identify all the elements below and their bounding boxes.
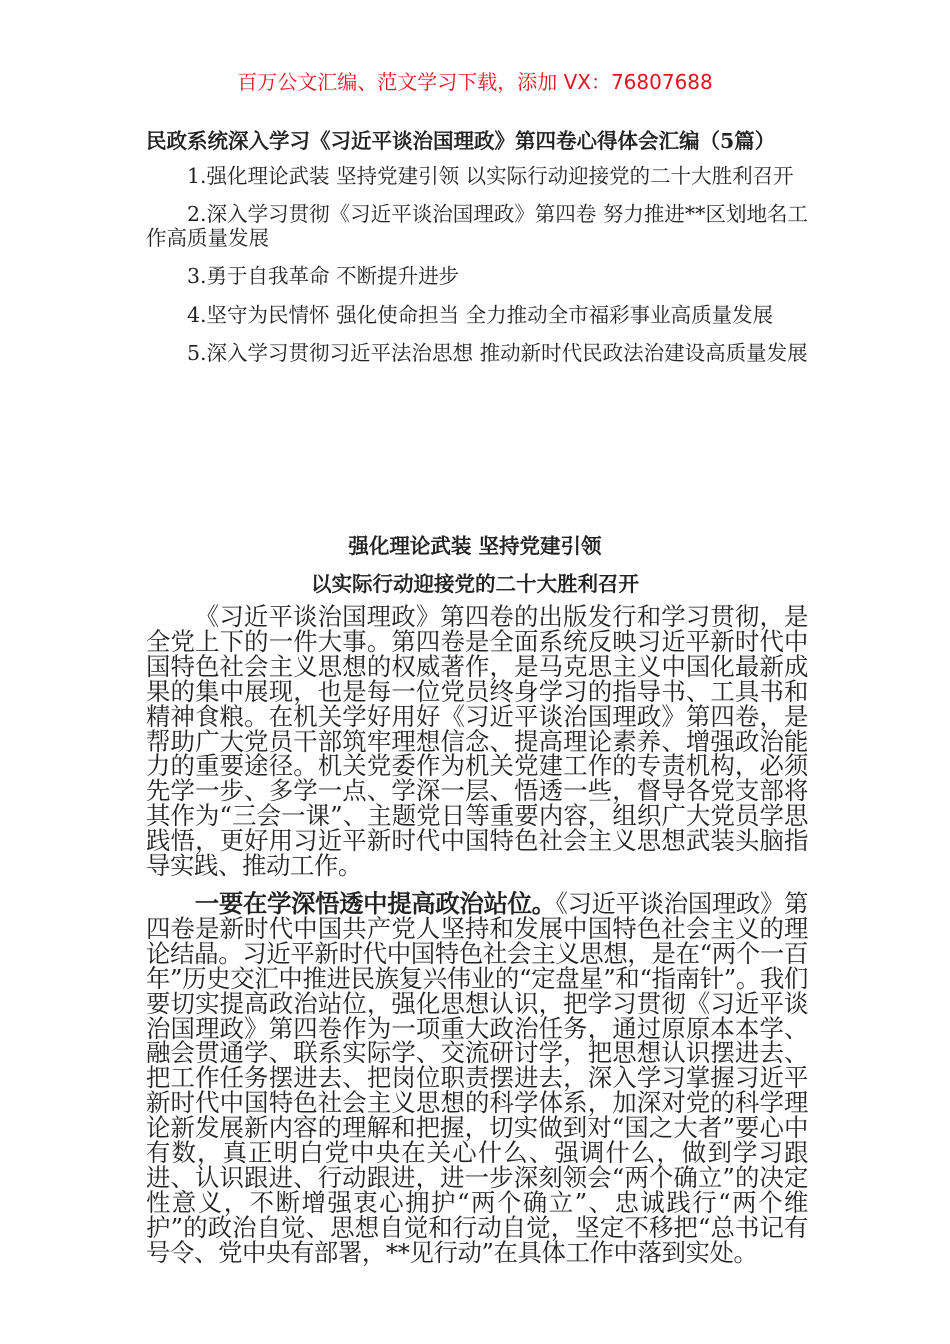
article-subheading: 以实际行动迎接党的二十大胜利召开 — [311, 572, 639, 596]
toc-item: 5.深入学习贯彻习近平法治思想 推动新时代民政法治建设高质量发展 — [187, 341, 808, 365]
article-heading: 强化理论武装 坚持党建引领 — [348, 534, 602, 558]
paragraph-lead: 一要在学深悟透中提高政治站位。 — [194, 888, 556, 918]
toc-item: 2.深入学习贯彻《习近平谈治国理政》第四卷 努力推进**区划地名工作高质量发展 — [146, 202, 808, 250]
document-title: 民政系统深入学习《习近平谈治国理政》第四卷心得体会汇编（5篇） — [146, 129, 776, 153]
promo-banner: 百万公文汇编、范文学习下载，添加 VX：76807688 — [237, 70, 713, 94]
toc-item: 3.勇于自我革命 不断提升进步 — [187, 264, 460, 288]
paragraph — [146, 888, 808, 1267]
paragraph: 《习近平谈治国理政》第四卷的出版发行和学习贯彻，是全党上下的一件大事。第四卷是全面系统反映习近平新时代中国特色社会主义思想的权威著作，是马克思主义中国化最新成果的集中展现，也是每一位党员终身学习的指导书、工具书和精神食粮。在机关学好用好《习近平谈治国理政》第四卷，是帮助广大党员干部筑牢理想信念、提高理论素养、增强政治能力的重要途径。机关党委作为机关党建工作的专责机构，必须先学一步、多学一点、学深一层、悟透一些，督导各党支部将其作为“三会一课”、主题党日等重要内容，组织广大党员学思践悟，更好用习近平新时代中国特色社会主义思想武装头脑指导实践、推动工作。 — [146, 602, 808, 881]
toc-item: 1.强化理论武装 坚持党建引领 以实际行动迎接党的二十大胜利召开 — [187, 164, 794, 188]
paragraph-text: 《习近平谈治国理政》第四卷是新时代中国共产党人坚持和发展中国特色社会主义的理论结晶。习近平新时代中国特色社会主义思想，是在“两个一百年”历史交汇中推进民族复兴伟业的“定盘星”和“指南针”。我们要切实提高政治站位，强化思想认识，把学习贯彻《习近平谈治国理政》第四卷作为一项重大政治任务，通过原原本本学、融会贯通学、联系实际学、交流研讨学，把思想认识摆进去、把工作任务摆进去、把岗位职责摆进去，深入学习掌握习近平新时代中国特色社会主义思想的科学体系，加深对党的科学理论新发展新内容的理解和把握，切实做到对“国之大者”要心中有数，真正明白党中央在关心什么、强调什么，做到学习跟进、认识跟进、行动跟进，进一步深刻领会“两个确立”的决定性意义，不断增强衷心拥护“两个确立”、忠诚践行“两个维护”的政治自觉、思想自觉和行动自觉，坚定不移把“总书记有号令、党中央有部署，**见行动”在具体工作中落到实处。 — [146, 888, 808, 1267]
article-body — [146, 602, 808, 1279]
table-of-contents — [146, 164, 808, 379]
toc-item: 4.坚守为民情怀 强化使命担当 全力推动全市福彩事业高质量发展 — [187, 303, 774, 327]
